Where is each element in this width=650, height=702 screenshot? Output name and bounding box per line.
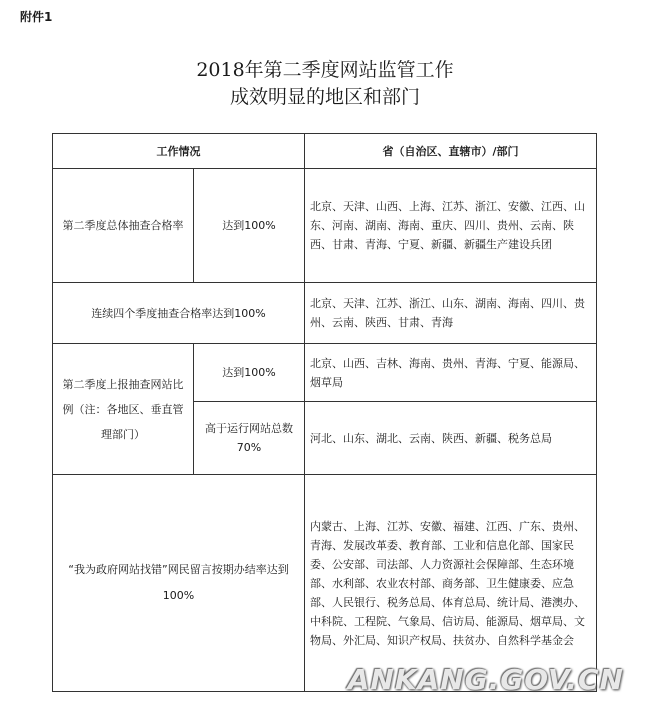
- annex-label: 附件1: [20, 10, 53, 24]
- row3-category: 第二季度上报抽查网站比例（注：各地区、垂直管理部门）: [53, 344, 194, 475]
- table-row: [53, 283, 597, 344]
- table-row: [53, 475, 597, 692]
- site-watermark: ANKANG.GOV.CN: [347, 663, 624, 696]
- header-work-status: 工作情况: [53, 134, 305, 169]
- row3-criterion-b: 高于运行网站总数70%: [194, 402, 305, 475]
- row3-list-a: 北京、山西、吉林、海南、贵州、青海、宁夏、能源局、烟草局: [305, 344, 597, 402]
- header-provinces-departments: 省（自治区、直辖市）/部门: [305, 134, 597, 169]
- document-title-line-1: 2018年第二季度网站监管工作: [196, 59, 454, 81]
- row3-criterion-a: 达到100%: [194, 344, 305, 402]
- row4-category: “我为政府网站找错”网民留言按期办结率达到100%: [53, 475, 305, 692]
- table-row: [53, 344, 597, 402]
- row1-list: 北京、天津、山西、上海、江苏、浙江、安徽、江西、山东、河南、湖南、海南、重庆、四川、贵州、云南、陕西、甘肃、青海、宁夏、新疆、新疆生产建设兵团: [305, 169, 597, 283]
- regions-departments-table: [52, 133, 597, 692]
- row2-category: 连续四个季度抽查合格率达到100%: [53, 283, 305, 344]
- row1-criterion: 达到100%: [194, 169, 305, 283]
- row1-category: 第二季度总体抽查合格率: [53, 169, 194, 283]
- row4-list: 内蒙古、上海、江苏、安徽、福建、江西、广东、贵州、青海、发展改革委、教育部、工业和信息化部、国家民委、公安部、司法部、人力资源社会保障部、生态环境部、水利部、农业农村部、商务部、卫生健康委、应急部、人民银行、税务总局、体育总局、统计局、港澳办、中科院、工程院、气象局、信访局、能源局、烟草局、文物局、外汇局、知识产权局、扶贫办、自然科学基金会: [305, 475, 597, 692]
- document-title-line-2: 成效明显的地区和部门: [229, 86, 420, 108]
- table-row: [53, 169, 597, 283]
- row2-list: 北京、天津、江苏、浙江、山东、湖南、海南、四川、贵州、云南、陕西、甘肃、青海: [305, 283, 597, 344]
- table-header-row: [53, 134, 597, 169]
- row3-list-b: 河北、山东、湖北、云南、陕西、新疆、税务总局: [305, 402, 597, 475]
